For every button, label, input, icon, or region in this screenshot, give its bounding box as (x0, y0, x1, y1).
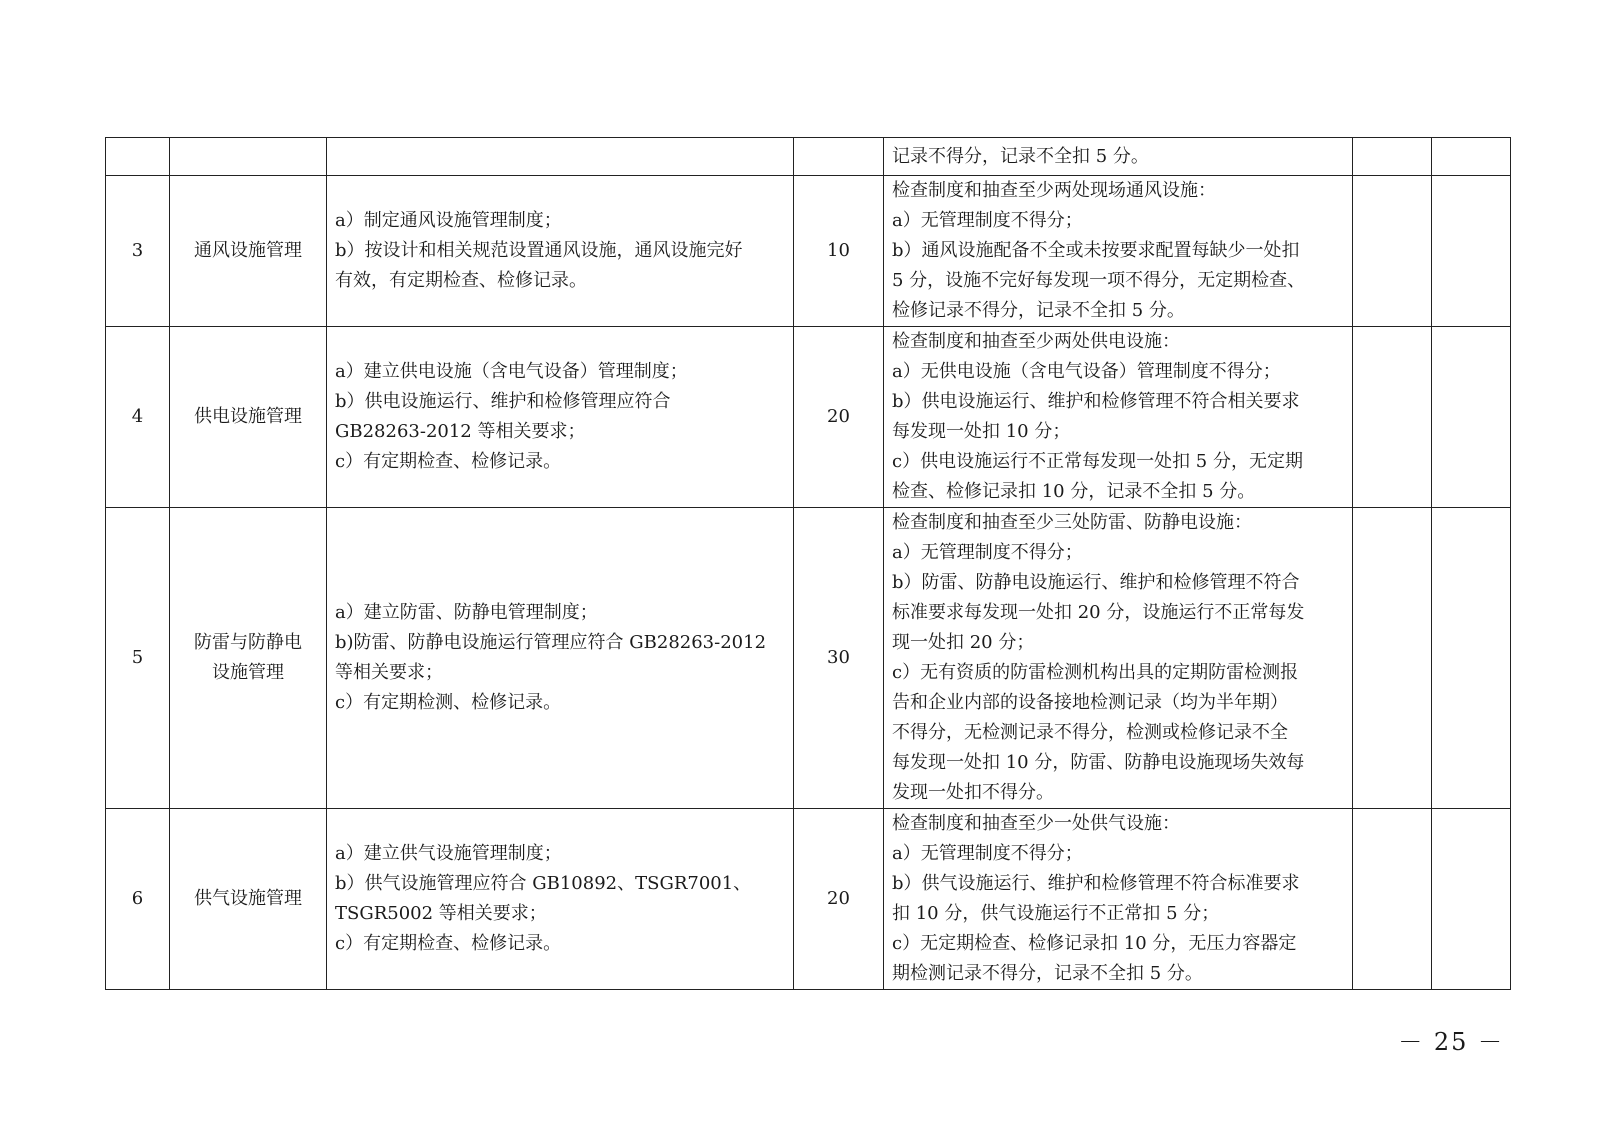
requirement-line: c）有定期检查、检修记录。 (335, 933, 562, 954)
blank-cell (1353, 327, 1432, 508)
scoring-method-line: c）供电设施运行不正常每发现一处扣 5 分，无定期 (892, 451, 1303, 472)
item-name-line: 防雷与防静电 (194, 632, 302, 653)
requirement-cell (327, 809, 794, 990)
table-row (106, 327, 1511, 508)
scoring-method-line: 检查制度和抽查至少三处防雷、防静电设施： (892, 512, 1252, 533)
scoring-method-cell (884, 327, 1353, 508)
score-cell: 30 (794, 508, 884, 809)
scoring-method-line: c）无有资质的防雷检测机构出具的定期防雷检测报 (892, 662, 1299, 683)
scoring-method-line: c）无定期检查、检修记录扣 10 分，无压力容器定 (892, 933, 1297, 954)
requirement-line: a）建立防雷、防静电管理制度； (335, 602, 598, 623)
scoring-method-line: 检查、检修记录扣 10 分，记录不全扣 5 分。 (892, 481, 1256, 502)
requirement-line: TSGR5002 等相关要求； (335, 903, 547, 924)
item-cell (170, 327, 327, 508)
item-name-line: 供电设施管理 (194, 406, 302, 427)
blank-cell (1432, 508, 1511, 809)
scoring-method-line: 发现一处扣不得分。 (892, 782, 1054, 803)
scoring-method-line: b）防雷、防静电设施运行、维护和检修管理不符合 (892, 572, 1300, 593)
scoring-method-line: 期检测记录不得分，记录不全扣 5 分。 (892, 963, 1203, 984)
requirement-line: a）制定通风设施管理制度； (335, 210, 562, 231)
scoring-method-cell (884, 176, 1353, 327)
scoring-method-line: a）无管理制度不得分； (892, 843, 1083, 864)
requirement-cell (327, 176, 794, 327)
blank-cell (1353, 508, 1432, 809)
page-number: － 25 － (1398, 1028, 1504, 1056)
scoring-method-line: a）无管理制度不得分； (892, 542, 1083, 563)
requirement-line: 等相关要求； (335, 662, 443, 683)
scoring-method-line: 不得分，无检测记录不得分，检测或检修记录不全 (892, 722, 1288, 743)
requirement-line: c）有定期检查、检修记录。 (335, 451, 562, 472)
row-number-cell: 5 (106, 508, 170, 809)
item-cell (170, 508, 327, 809)
requirement-line: a）建立供电设施（含电气设备）管理制度； (335, 361, 688, 382)
requirement-cell (327, 327, 794, 508)
scoring-method-line: a）无管理制度不得分； (892, 210, 1083, 231)
table-row (106, 138, 1511, 176)
item-name-line: 供气设施管理 (194, 888, 302, 909)
scoring-method-line: a）无供电设施（含电气设备）管理制度不得分； (892, 361, 1281, 382)
scoring-method-line: 记录不得分，记录不全扣 5 分。 (892, 145, 1149, 167)
requirement-cell (327, 138, 794, 176)
item-cell (170, 138, 327, 176)
item-name-line: 通风设施管理 (194, 240, 302, 261)
scoring-method-line: 检查制度和抽查至少两处现场通风设施： (892, 180, 1216, 201)
blank-cell (1432, 138, 1511, 176)
scoring-method-line: 检修记录不得分，记录不全扣 5 分。 (892, 300, 1185, 321)
requirement-line: b)防雷、防静电设施运行管理应符合 GB28263-2012 (335, 632, 767, 653)
requirement-line: b）供气设施管理应符合 GB10892、TSGR7001、 (335, 873, 752, 894)
row-number-cell (106, 138, 170, 176)
blank-cell (1432, 176, 1511, 327)
scoring-method-line: 检查制度和抽查至少两处供电设施： (892, 331, 1180, 352)
blank-cell (1353, 176, 1432, 327)
requirement-line: a）建立供气设施管理制度； (335, 843, 562, 864)
blank-cell (1432, 809, 1511, 990)
score-cell (794, 138, 884, 176)
blank-cell (1353, 809, 1432, 990)
score-cell: 10 (794, 176, 884, 327)
scoring-method-cell (884, 508, 1353, 809)
item-cell (170, 809, 327, 990)
scoring-method-line: 每发现一处扣 10 分； (892, 421, 1071, 442)
blank-cell (1353, 138, 1432, 176)
scoring-method-line: 检查制度和抽查至少一处供气设施： (892, 813, 1180, 834)
item-name-line: 设施管理 (212, 662, 284, 683)
requirement-line: c）有定期检测、检修记录。 (335, 692, 562, 713)
table-row (106, 809, 1511, 990)
requirement-cell (327, 508, 794, 809)
requirement-line: 有效，有定期检查、检修记录。 (335, 270, 587, 291)
scoring-method-line: b）通风设施配备不全或未按要求配置每缺少一处扣 (892, 240, 1300, 261)
scoring-method-line: 现一处扣 20 分； (892, 632, 1035, 653)
row-number-cell: 4 (106, 327, 170, 508)
scoring-method-line: 扣 10 分，供气设施运行不正常扣 5 分； (892, 903, 1220, 924)
scoring-method-line: 告和企业内部的设备接地检测记录（均为半年期） (892, 692, 1288, 713)
requirement-line: b）按设计和相关规范设置通风设施，通风设施完好 (335, 240, 743, 261)
score-cell: 20 (794, 809, 884, 990)
row-number-cell: 6 (106, 809, 170, 990)
row-number-cell: 3 (106, 176, 170, 327)
blank-cell (1432, 327, 1511, 508)
requirement-line: b）供电设施运行、维护和检修管理应符合 (335, 391, 671, 412)
requirement-line: GB28263-2012 等相关要求； (335, 421, 586, 442)
score-cell: 20 (794, 327, 884, 508)
scoring-method-line: 每发现一处扣 10 分，防雷、防静电设施现场失效每 (892, 752, 1305, 773)
inspection-table (105, 137, 1511, 990)
table-body (106, 138, 1511, 990)
scoring-method-line: b）供气设施运行、维护和检修管理不符合标准要求 (892, 873, 1300, 894)
table-row (106, 176, 1511, 327)
scoring-method-cell (884, 809, 1353, 990)
scoring-method-line: b）供电设施运行、维护和检修管理不符合相关要求 (892, 391, 1300, 412)
scoring-method-line: 标准要求每发现一处扣 20 分，设施运行不正常每发 (892, 602, 1305, 623)
scoring-method-line: 5 分，设施不完好每发现一项不得分，无定期检查、 (892, 270, 1306, 291)
table-row (106, 508, 1511, 809)
item-cell (170, 176, 327, 327)
scoring-method-cell (884, 138, 1353, 176)
